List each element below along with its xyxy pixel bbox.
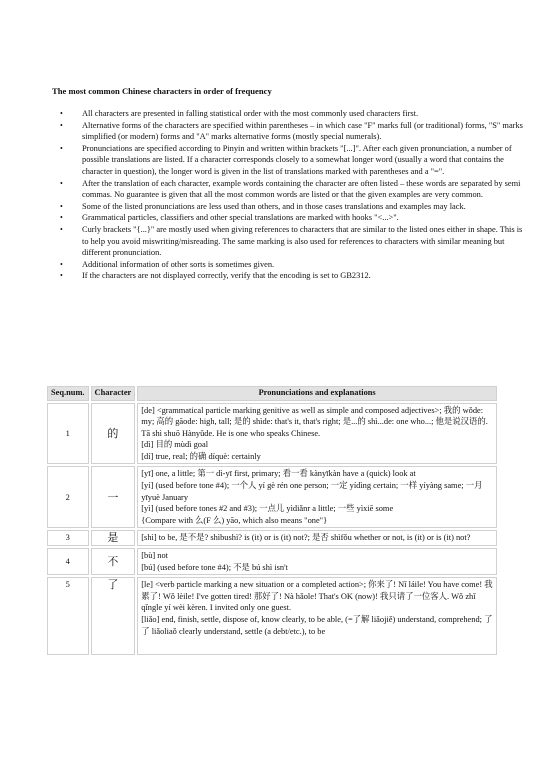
character: 了 <box>91 577 136 655</box>
explanation-line: [yī] one, a little; 第一 dì-yī first, primary; 看一看 kànyīkàn have a (quick) look at <box>141 469 416 479</box>
intro-item: • Alternative forms of the characters are specified within parentheses – in which case "F" marks full (or traditional) forms, "S" marks simplified (or modern) forms and "A" marks alternative forms (mostly special numerals). <box>82 120 528 143</box>
explanation-line: [liǎo] end, finish, settle, dispose of, know clearly, to be able, (=了解 liǎojiě) understand, comprehend; 了了 liǎoliaǒ clearly understand, settle (a debt/etc.), to be <box>141 615 493 636</box>
explanation <box>137 530 497 546</box>
page-title: The most common Chinese characters in order of frequency <box>52 86 272 96</box>
intro-item: • If the characters are not displayed correctly, verify that the encoding is set to GB2312. <box>82 270 528 282</box>
explanation-line: [yí] (used before tone #4); 一个人 yí gè rén one person; 一定 yídìng certain; 一样 yíyàng same; 一月 yīyuè January <box>141 481 483 502</box>
intro-item: • Pronunciations are specified according to Pinyin and written within brackets "[...]". After each given pronunciation, a number of possible translations are listed. If a character corresponds closely to a somewhat longer word (usually a word that contains the character in question), the longer word is given in the list of translations marked with parentheses and a "=". <box>82 143 528 178</box>
character: 的 <box>91 403 136 465</box>
table-header-row <box>47 386 497 401</box>
intro-item: • Additional information of other sorts is sometimes given. <box>82 259 528 271</box>
intro-item: • Grammatical particles, classifiers and other special translations are marked with hooks "<...>". <box>82 212 528 224</box>
seq-num: 1 <box>47 403 89 465</box>
explanation-line: [shì] to be, 是不是? shìbushì? is (it) or is (it) not?; 是否 shìfǒu whether or not, is (it) or is (it) not? <box>141 533 471 543</box>
explanation-line: [de] <grammatical particle marking genitive as well as simple and composed adjectives>; 我的 wǒde: my; 高的 gāode: high, tall; 是的 shìde: that's it, that's right; 是...的 shì...de: one who...; 他是说汉语的. Tā shì shuō Hànyǔde. He is one who speaks Chinese. <box>141 405 488 438</box>
intro-item: • After the translation of each character, example words containing the character are often listed – these words are separated by semi commas. No guarantee is given that all the most common words are listed or that the given examples are very common. <box>82 178 528 201</box>
explanation-line: [dí] true, real; 的确 díquè: certainly <box>141 451 261 461</box>
seq-num: 2 <box>47 466 89 528</box>
intro-item: • All characters are presented in falling statistical order with the most commonly used characters first. <box>82 108 528 120</box>
table-row <box>47 548 497 575</box>
explanation-line: [yì] (used before tones #2 and #3); 一点儿 yìdiǎnr a little; 一些 yìxiē some <box>141 504 394 514</box>
explanation <box>137 577 497 655</box>
intro-list <box>52 108 528 282</box>
header-seq-num: Seq.num. <box>47 386 89 401</box>
explanation-line: [dì] 目的 mùdì goal <box>141 440 209 450</box>
table-row <box>47 577 497 655</box>
character: 一 <box>91 466 136 528</box>
explanation-clip <box>141 579 493 653</box>
explanation-line: [bù] not <box>141 551 169 561</box>
explanation-line: [bú] (used before tone #4); 不是 bú shì isn't <box>141 562 288 572</box>
header-character: Character <box>91 386 136 401</box>
explanation-line: [le] <verb particle marking a new situation or a completed action>; 你来了! Nǐ láile! You have come! 我累了! Wǒ lèile! I've gotten tired! 那好了! Nà hǎole! That's OK (now)! 我只请了一位客人. Wǒ zhǐ qǐngle yí wèi kèren. I invited only one guest. <box>141 580 493 613</box>
explanation <box>137 403 497 465</box>
explanation <box>137 466 497 528</box>
character: 不 <box>91 548 136 575</box>
explanation-line: {Compare with 么(F 么) yāo, which also means "one"} <box>141 515 328 525</box>
seq-num: 3 <box>47 530 89 546</box>
intro-item: • Curly brackets "{...}" are mostly used when giving references to characters that are similar to the listed ones either in shape. This is to help you avoid miswriting/misreading. The same marking is also used for references to characters with similar meaning but different pronunciation. <box>82 224 528 259</box>
seq-num: 5 <box>47 577 89 655</box>
header-pronunciations: Pronunciations and explanations <box>137 386 497 401</box>
table-row <box>47 403 497 465</box>
table-row <box>47 466 497 528</box>
table-row <box>47 530 497 546</box>
explanation <box>137 548 497 575</box>
character-table <box>45 384 499 657</box>
character: 是 <box>91 530 136 546</box>
seq-num: 4 <box>47 548 89 575</box>
intro-item: • Some of the listed pronunciations are less used than others, and in those cases translations and examples may lack. <box>82 201 528 213</box>
